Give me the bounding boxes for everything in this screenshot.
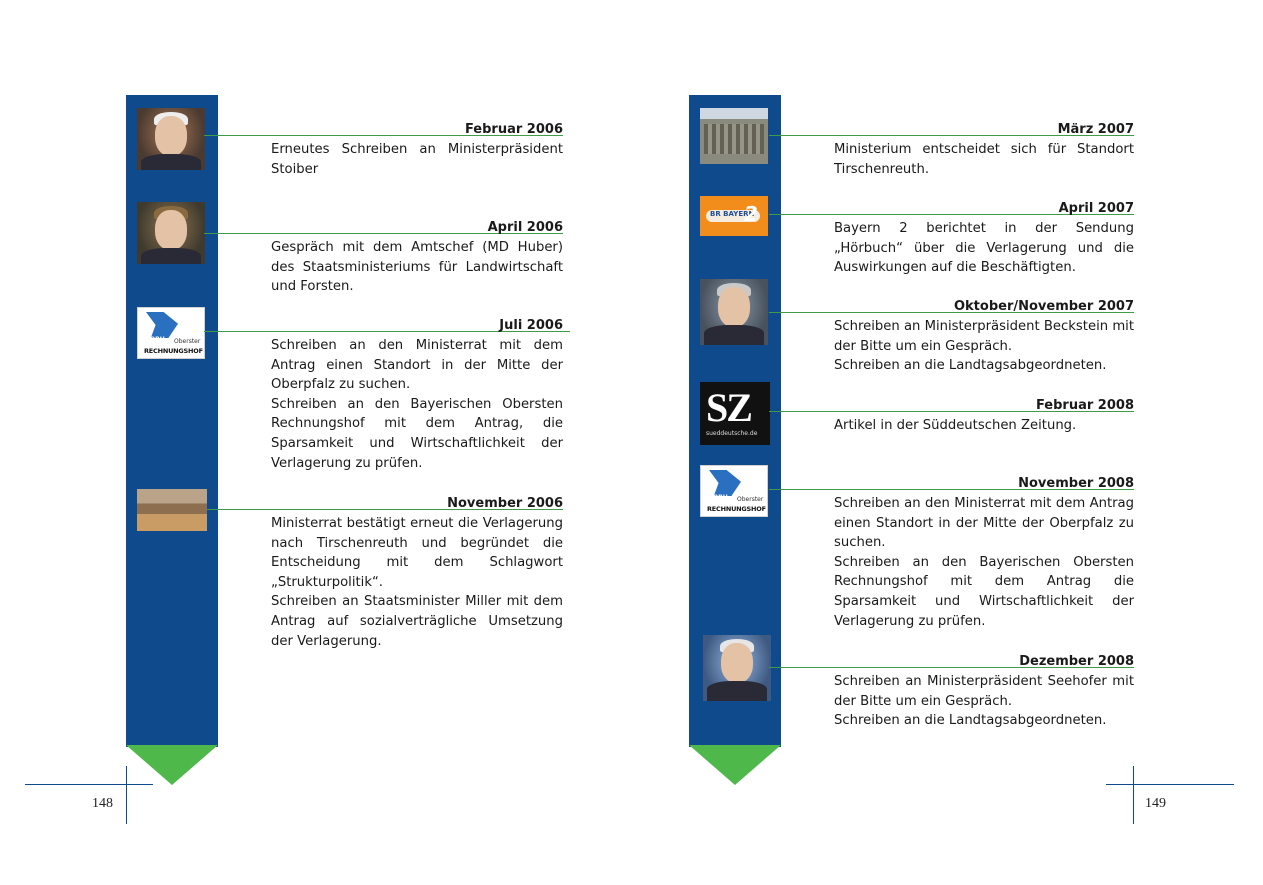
entry-date: November 2008 <box>1018 476 1134 491</box>
crop-mark <box>126 766 127 824</box>
image-ministry-building <box>700 108 768 164</box>
timeline-entry <box>834 654 1134 731</box>
page-number-left: 148 <box>92 796 113 811</box>
entry-text: Schreiben an Staatsminister Miller mit dem Antrag auf sozialverträgliche Umsetzung der Verlagerung. <box>271 594 563 649</box>
timeline-entry <box>271 318 563 473</box>
entry-text: Schreiben an den Bayerischen Obersten Rechnungshof mit dem Antrag, die Sparsamkeit und Wirtschaftlichkeit der Verlagerung zu prüfen. <box>271 396 563 471</box>
timeline-entry <box>834 398 1134 436</box>
entry-text: Artikel in der Süddeutschen Zeitung. <box>834 418 1077 433</box>
timeline-entry <box>834 122 1134 179</box>
image-orh-logo-left: ORH Oberster RECHNUNGSHOF <box>137 307 205 359</box>
entry-text: Gespräch mit dem Amtschef (MD Huber) des Staatsministeriums für Landwirtschaft und Forsten. <box>271 240 563 295</box>
entry-text: Schreiben an den Ministerrat mit dem Antrag einen Standort in der Mitte der Oberpfalz zu suchen. <box>834 496 1134 551</box>
timeline-bar-left <box>126 95 218 747</box>
entry-text: Schreiben an den Bayerischen Obersten Rechnungshof mit dem Antrag die Sparsamkeit und Wirtschaftlichkeit der Verlagerung zu prüfen. <box>834 554 1134 629</box>
timeline-entry <box>271 122 563 179</box>
image-bayern2-logo: BR BAYERN 2 <box>700 196 768 236</box>
crop-mark <box>25 784 153 785</box>
timeline-entry <box>834 476 1134 631</box>
entry-text: Schreiben an die Landtagsabgeordneten. <box>834 358 1107 374</box>
image-portrait-beckstein <box>700 279 768 345</box>
page-number-right: 149 <box>1145 796 1166 811</box>
timeline-arrow-left <box>126 745 218 785</box>
entry-text: Erneutes Schreiben an Ministerpräsident Stoiber <box>271 142 563 177</box>
image-portrait-seehofer <box>703 635 771 701</box>
entry-date: April 2007 <box>1058 201 1134 216</box>
entry-date: März 2007 <box>1057 122 1134 137</box>
entry-date: Oktober/November 2007 <box>953 299 1134 314</box>
entry-text: Schreiben an den Ministerrat mit dem Antrag einen Standort in der Mitte der Oberpfalz zu suchen. <box>271 338 563 393</box>
entry-date: Februar 2006 <box>464 122 563 137</box>
entry-date: Dezember 2008 <box>1019 654 1134 669</box>
crop-mark <box>1133 766 1134 824</box>
entry-text: Ministerium entscheidet sich für Standort Tirschenreuth. <box>834 142 1134 177</box>
image-portrait-stoiber <box>137 108 205 170</box>
crop-mark <box>1106 784 1234 785</box>
entry-text: Schreiben an Ministerpräsident Beckstein mit der Bitte um ein Gespräch. <box>834 319 1134 354</box>
image-orh-logo-right: ORH Oberster RECHNUNGSHOF <box>700 465 768 517</box>
timeline-entry <box>834 201 1134 278</box>
entry-date: November 2006 <box>447 496 563 511</box>
image-sz-logo: SZ sueddeutsche.de <box>700 382 770 445</box>
timeline-arrow-right <box>689 745 781 785</box>
entry-text: Schreiben an Ministerpräsident Seehofer mit der Bitte um ein Gespräch. <box>834 674 1134 709</box>
entry-date: Februar 2008 <box>1035 398 1134 413</box>
image-cabinet-room <box>137 489 207 531</box>
image-portrait-huber <box>137 202 205 264</box>
timeline-entry <box>271 220 563 297</box>
entry-text: Schreiben an die Landtagsabgeordneten. <box>834 713 1107 729</box>
entry-date: Juli 2006 <box>499 318 563 333</box>
timeline-entry <box>834 299 1134 376</box>
entry-text: Bayern 2 berichtet in der Sendung „Hörbuch“ über die Verlagerung und die Auswirkungen auf die Beschäftigten. <box>834 221 1134 276</box>
timeline-entry <box>271 496 563 651</box>
entry-date: April 2006 <box>487 220 563 235</box>
entry-text: Ministerrat bestätigt erneut die Verlagerung nach Tirschenreuth und begründet die Entscheidung mit dem Schlagwort „Strukturpolitik“. <box>271 516 563 590</box>
